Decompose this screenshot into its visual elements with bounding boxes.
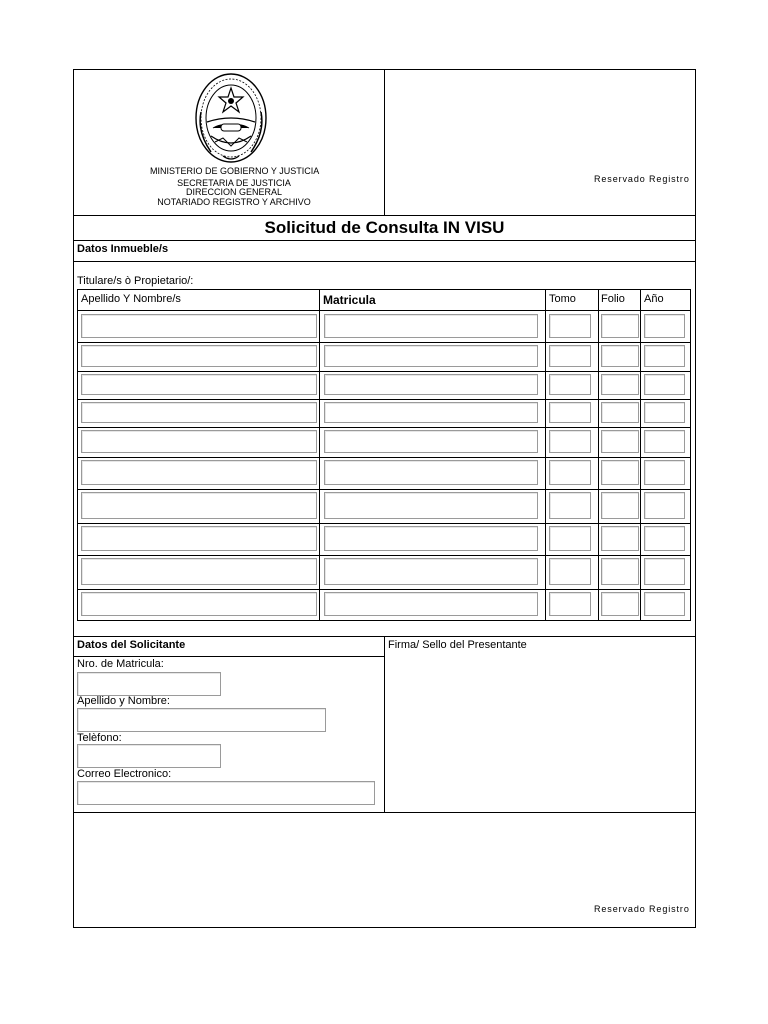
column-divider xyxy=(319,290,320,620)
table-row-line xyxy=(78,555,690,556)
year-input[interactable] xyxy=(644,492,685,519)
year-input[interactable] xyxy=(644,592,685,616)
footer-reserved-label: Reservado Registro xyxy=(594,904,690,914)
matricula-input[interactable] xyxy=(324,526,538,551)
applicant-section-heading: Datos del Solicitante xyxy=(77,639,186,651)
table-row-line xyxy=(78,457,690,458)
applicant-name-label: Apellido y Nombre: xyxy=(77,695,170,707)
owner-name-input[interactable] xyxy=(81,345,317,367)
applicant-heading-line xyxy=(73,656,385,657)
folio-input[interactable] xyxy=(601,402,639,423)
column-divider xyxy=(545,290,546,620)
column-divider xyxy=(598,290,599,620)
year-input[interactable] xyxy=(644,526,685,551)
footer-top-line xyxy=(73,812,696,813)
phone-label: Telèfono: xyxy=(77,732,122,744)
column-header-matricula: Matricula xyxy=(323,293,376,307)
table-row-line xyxy=(78,371,690,372)
year-input[interactable] xyxy=(644,374,685,395)
column-divider xyxy=(640,290,641,620)
applicant-name-input[interactable] xyxy=(77,708,326,732)
folio-input[interactable] xyxy=(601,492,639,519)
matricula-input[interactable] xyxy=(324,314,538,338)
header-reserved-label: Reservado Registro xyxy=(594,174,690,184)
property-section-heading: Datos Inmueble/s xyxy=(77,243,169,255)
column-header-tomo: Tomo xyxy=(549,293,576,305)
table-row-line xyxy=(78,489,690,490)
year-input[interactable] xyxy=(644,314,685,338)
email-input[interactable] xyxy=(77,781,375,805)
tomo-input[interactable] xyxy=(549,460,591,485)
table-row-line xyxy=(78,589,690,590)
matricula-input[interactable] xyxy=(324,492,538,519)
column-header-name: Apellido Y Nombre/s xyxy=(81,293,181,305)
tomo-input[interactable] xyxy=(549,592,591,616)
folio-input[interactable] xyxy=(601,314,639,338)
folio-input[interactable] xyxy=(601,460,639,485)
coat-of-arms-seal xyxy=(193,72,269,164)
matricula-input[interactable] xyxy=(324,402,538,423)
folio-input[interactable] xyxy=(601,526,639,551)
table-row-line xyxy=(78,399,690,400)
table-row-line xyxy=(78,523,690,524)
matricula-input[interactable] xyxy=(324,592,538,616)
year-input[interactable] xyxy=(644,430,685,453)
column-header-year: Año xyxy=(644,293,664,305)
folio-input[interactable] xyxy=(601,430,639,453)
section-heading-line xyxy=(73,261,696,262)
title-bottom-line xyxy=(73,240,696,241)
signature-label: Firma/ Sello del Presentante xyxy=(388,639,527,651)
tomo-input[interactable] xyxy=(549,492,591,519)
applicant-divider xyxy=(384,636,385,813)
year-input[interactable] xyxy=(644,345,685,367)
header-divider xyxy=(384,69,385,216)
matricula-number-input[interactable] xyxy=(77,672,221,696)
owner-name-input[interactable] xyxy=(81,592,317,616)
folio-input[interactable] xyxy=(601,345,639,367)
phone-input[interactable] xyxy=(77,744,221,768)
matricula-input[interactable] xyxy=(324,345,538,367)
owner-name-input[interactable] xyxy=(81,460,317,485)
year-input[interactable] xyxy=(644,558,685,585)
owner-name-input[interactable] xyxy=(81,374,317,395)
header-ministry-line-4: NOTARIADO REGISTRO Y ARCHIVO xyxy=(157,197,311,207)
owner-name-input[interactable] xyxy=(81,402,317,423)
header-ministry-line-1: MINISTERIO DE GOBIERNO Y JUSTICIA xyxy=(150,166,320,176)
header-bottom-line xyxy=(73,215,696,216)
column-header-folio: Folio xyxy=(601,293,625,305)
email-label: Correo Electronico: xyxy=(77,768,172,780)
owner-name-input[interactable] xyxy=(81,430,317,453)
header-ministry-line-3: DIRECCION GENERAL xyxy=(185,187,283,197)
matricula-input[interactable] xyxy=(324,558,538,585)
folio-input[interactable] xyxy=(601,374,639,395)
form-title: Solicitud de Consulta IN VISU xyxy=(264,218,505,237)
matricula-number-label: Nro. de Matricula: xyxy=(77,658,164,670)
owner-name-input[interactable] xyxy=(81,526,317,551)
tomo-input[interactable] xyxy=(549,526,591,551)
property-table xyxy=(77,289,691,621)
tomo-input[interactable] xyxy=(549,345,591,367)
matricula-input[interactable] xyxy=(324,460,538,485)
matricula-input[interactable] xyxy=(324,374,538,395)
folio-input[interactable] xyxy=(601,558,639,585)
table-row-line xyxy=(78,427,690,428)
header-ministry-line-2: SECRETARIA DE JUSTICIA xyxy=(177,178,291,188)
year-input[interactable] xyxy=(644,402,685,423)
year-input[interactable] xyxy=(644,460,685,485)
tomo-input[interactable] xyxy=(549,558,591,585)
owner-name-input[interactable] xyxy=(81,558,317,585)
owner-name-input[interactable] xyxy=(81,492,317,519)
owner-name-input[interactable] xyxy=(81,314,317,338)
folio-input[interactable] xyxy=(601,592,639,616)
tomo-input[interactable] xyxy=(549,374,591,395)
tomo-input[interactable] xyxy=(549,314,591,338)
matricula-input[interactable] xyxy=(324,430,538,453)
tomo-input[interactable] xyxy=(549,402,591,423)
owners-label: Titulare/s ò Propietario/: xyxy=(77,275,194,287)
table-row-line xyxy=(78,342,690,343)
tomo-input[interactable] xyxy=(549,430,591,453)
